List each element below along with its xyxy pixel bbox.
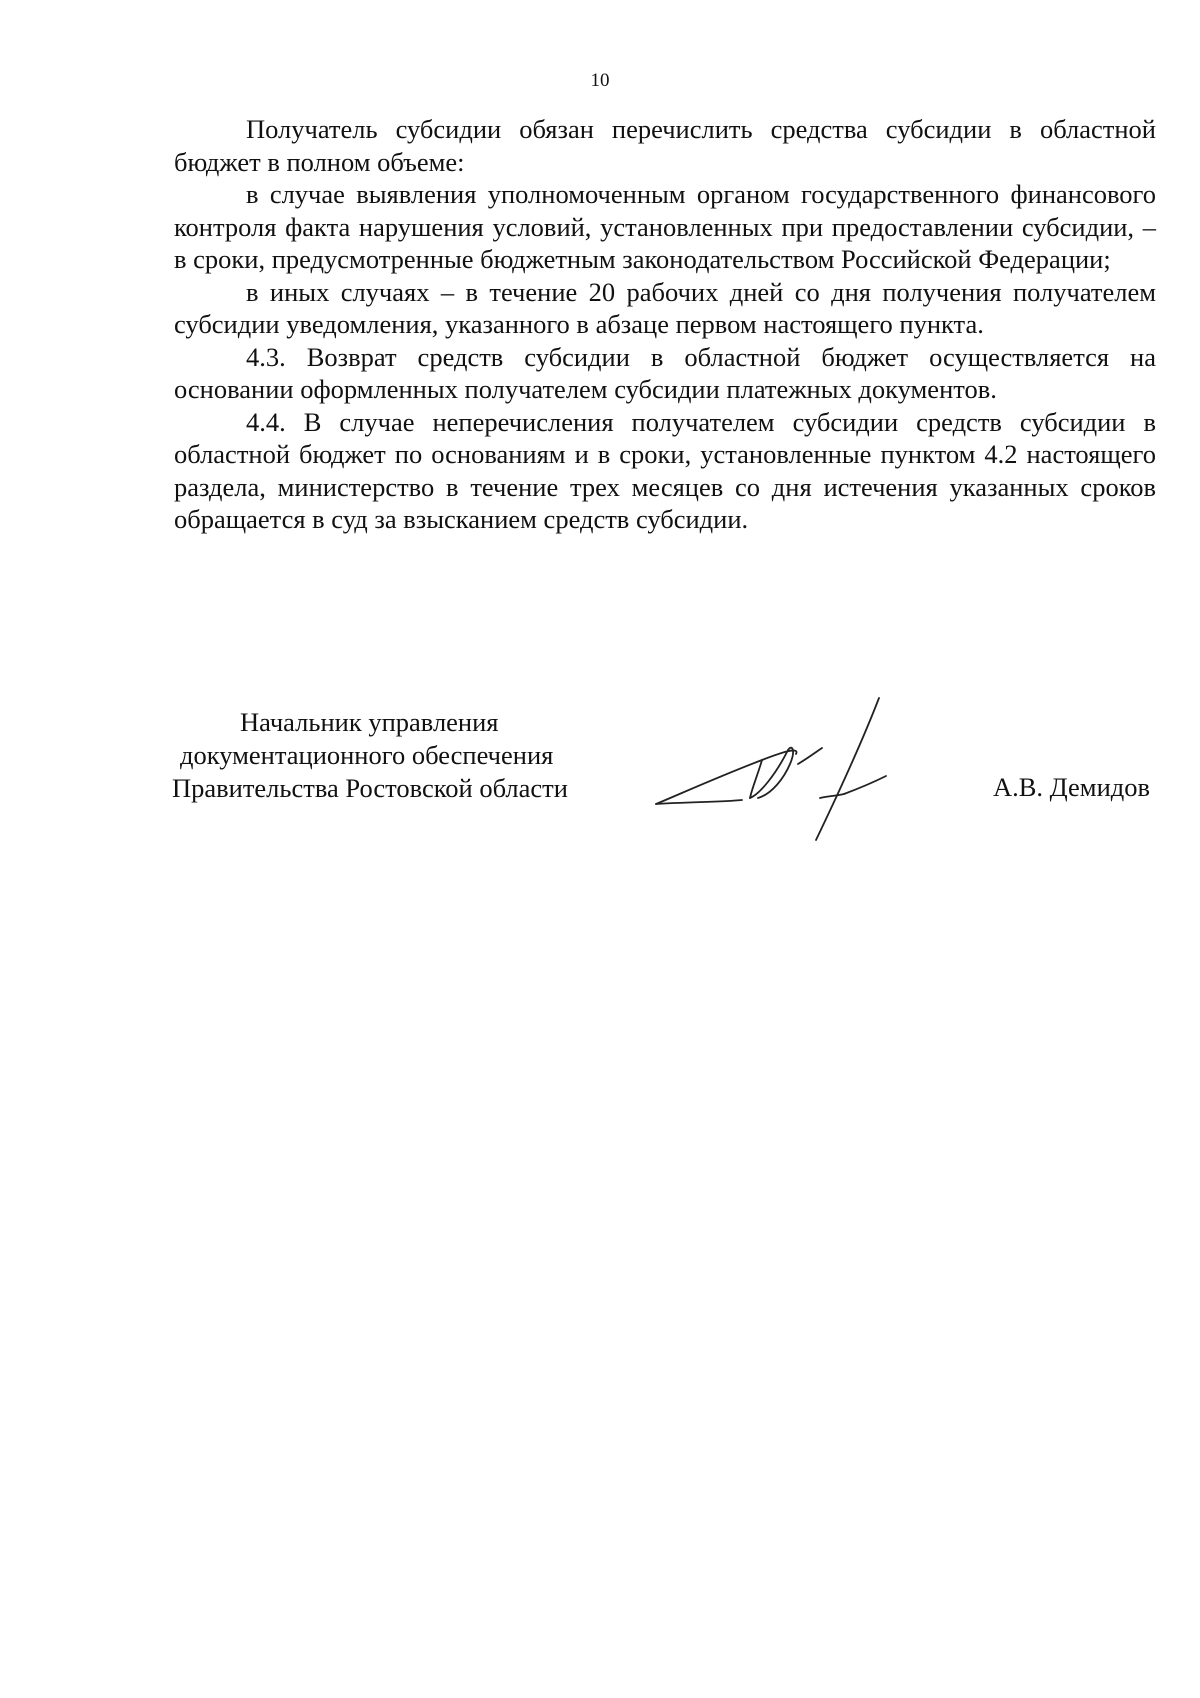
signatory-title [172, 706, 568, 805]
paragraph: 4.3. Возврат средств субсидии в областной бюджет осуществляется на основании оформленных получателем субсидии платежных документов. [174, 341, 1156, 404]
signatory-name: А.В. Демидов [992, 772, 1150, 802]
paragraph: в иных случаях – в течение 20 рабочих дней со дня получения получателем субсидии уведомления, указанного в абзаце первом настоящего пункта. [174, 276, 1156, 339]
paragraph: Получатель субсидии обязан перечислить средства субсидии в областной бюджет в полном объеме: [174, 114, 1156, 177]
handwritten-signature [650, 690, 940, 860]
signatory-title-line: Правительства Ростовской области [172, 773, 568, 803]
document-body [174, 113, 1156, 536]
paragraph: 4.4. В случае неперечисления получателем субсидии средств субсидии в областной бюджет по основаниям и в сроки, установленные пунктом 4.2 настоящего раздела, министерство в течение трех месяцев со дня истечения указанных сроков обращается в суд за взысканием средств субсидии. [174, 406, 1156, 534]
page-number: 10 [590, 70, 610, 91]
signatory-title-line: документационного обеспечения [180, 740, 554, 770]
signatory-title-line: Начальник управления [240, 707, 499, 737]
paragraph: в случае выявления уполномоченным органом государственного финансового контроля факта нарушения условий, установленных при предоставлении субсидии, – в сроки, предусмотренные бюджетным законодательством Российской Федерации; [174, 179, 1156, 274]
